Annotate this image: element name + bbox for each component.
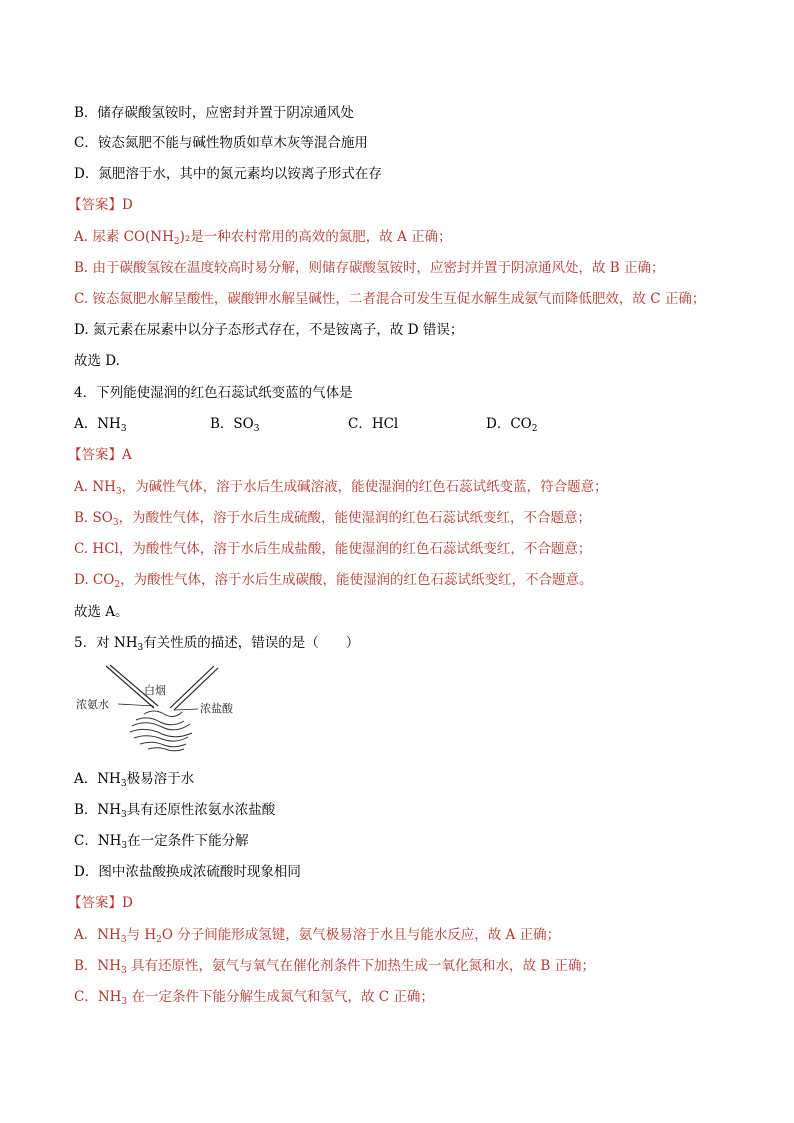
q3-explanation-b: B. 由于碳酸氢铵在温度较高时易分解，则储存碳酸氢铵时，应密封并置于阴凉通风处，故 B 正确； (74, 260, 665, 276)
q3-explanation-c: C. 铵态氮肥水解呈酸性，碳酸钾水解呈碱性，二者混合可发生互促水解生成氨气而降低肥效，故 C 正确； (74, 291, 706, 307)
q5-option-c: C．$NH_3$在一定条件下能分解 (74, 833, 249, 851)
q4-options (74, 415, 594, 433)
q3-answer: 【答案】D (68, 197, 133, 213)
q3-explanation-a: A. 尿素 $CO(NH_2)_2$是一种农村常用的高效的氮肥，故 A 正确； (74, 229, 452, 247)
q4-conclusion: 故选 A。 (74, 604, 129, 620)
q4-option-d: D．$CO_2$ (486, 416, 538, 434)
q5-option-a: A．$NH_3$极易溶于水 (74, 771, 195, 789)
q3-option-b: B．储存碳酸氢铵时，应密封并置于阴凉通风处 (74, 105, 354, 121)
q4-stem: 4．下列能使湿润的红色石蕊试纸变蓝的气体是 (74, 385, 353, 401)
q5-explanation-a: A．$NH_3$与 $H_2O$ 分子间能形成氢键，氨气极易溶于水且与能水反应，故 A 正确； (74, 927, 561, 945)
ammonia-hcl-diagram (74, 662, 250, 754)
q5-answer: 【答案】D (68, 895, 133, 911)
q5-explanation-b: B．$NH_3$ 具有还原性，氨气与氧气在催化剂条件下加热生成一氧化氮和水，故 B 正确； (74, 958, 596, 976)
q4-option-b: B．$SO_3$ (210, 416, 260, 434)
q3-conclusion: 故选 D. (74, 353, 120, 369)
q5-stem: 5．对 $NH_3$有关性质的描述，错误的是（ ） (74, 635, 360, 653)
q4-explanation-d: D. $CO_2$，为酸性气体，溶于水后生成碳酸，能使湿润的红色石蕊试纸变红，不合题意。 (74, 572, 593, 590)
q4-explanation-c: C. HCl，为酸性气体，溶于水后生成盐酸，能使湿润的红色石蕊试纸变红，不合题意； (74, 541, 592, 557)
q4-answer: 【答案】A (68, 447, 132, 463)
q3-option-c: C．铵态氮肥不能与碱性物质如草木灰等混合施用 (74, 135, 368, 151)
q3-option-d: D．氮肥溶于水，其中的氮元素均以铵离子形式在存 (74, 166, 382, 182)
label-conc-hcl: 浓盐酸 (200, 702, 233, 715)
q5-option-b: B．$NH_3$具有还原性浓氨水浓盐酸 (74, 802, 276, 820)
q5-option-d: D．图中浓盐酸换成浓硫酸时现象相同 (74, 864, 301, 880)
q4-option-a: A．$NH_3$ (74, 416, 127, 434)
q3-explanation-d: D. 氮元素在尿素中以分子态形式存在，不是铵离子，故 D 错误； (74, 322, 464, 338)
white-smoke (130, 711, 192, 751)
q4-option-c: C．HCl (348, 416, 399, 432)
q4-explanation-a: A. $NH_3$，为碱性气体，溶于水后生成碱溶液，能使湿润的红色石蕊试纸变蓝，符合题意； (74, 479, 608, 497)
q5-explanation-c: C．$NH_3$ 在一定条件下能分解生成氮气和氢气，故 C 正确； (74, 989, 434, 1007)
label-white-smoke: 白烟 (144, 684, 166, 697)
label-conc-ammonia: 浓氨水 (76, 698, 109, 711)
q4-explanation-b: B. $SO_3$，为酸性气体，溶于水后生成硫酸，能使湿润的红色石蕊试纸变红，不合题意； (74, 510, 592, 528)
